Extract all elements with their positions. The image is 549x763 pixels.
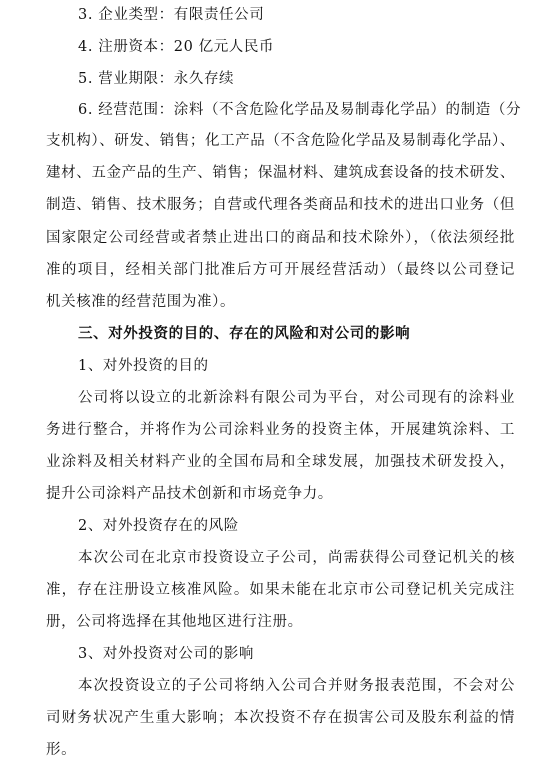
subsection-title-purpose: 1、对外投资的目的 bbox=[78, 358, 209, 374]
paragraph-line: 准，存在注册设立核准风险。如果未能在北京市公司登记机关完成注 bbox=[46, 582, 515, 598]
paragraph-line: 提升公司涂料产品技术创新和市场竞争力。 bbox=[46, 486, 333, 502]
business-scope-line: 准的项目，经相关部门批准后方可开展经营活动）（最终以公司登记 bbox=[46, 262, 515, 278]
business-term-line: 5. 营业期限：永久存续 bbox=[78, 71, 235, 87]
paragraph-line: 本次投资设立的子公司将纳入公司合并财务报表范围，不会对公 bbox=[78, 678, 515, 694]
paragraph-line: 形。 bbox=[46, 742, 77, 758]
business-scope-line: 机关核准的经营范围为准）。 bbox=[46, 294, 236, 310]
business-scope-line: 制造、销售、技术服务；自营或代理各类商品和技术的进出口业务（但 bbox=[46, 197, 515, 213]
registered-capital-line: 4. 注册资本：20 亿元人民币 bbox=[78, 39, 275, 55]
paragraph-line: 本次公司在北京市投资设立子公司，尚需获得公司登记机关的核 bbox=[78, 550, 515, 566]
business-scope-line: 6. 经营范围：涂料（不含危险化学品及易制毒化学品）的制造（分 bbox=[78, 102, 522, 118]
section-heading: 三、对外投资的目的、存在的风险和对公司的影响 bbox=[78, 325, 411, 342]
paragraph-line: 业涂料及相关材料产业的全国布局和全球发展，加强技术研发投入， bbox=[46, 454, 515, 470]
paragraph-line: 册，公司将选择在其他地区进行注册。 bbox=[46, 614, 303, 630]
company-type-line: 3. 企业类型：有限责任公司 bbox=[78, 7, 265, 23]
business-scope-line: 国家限定公司经营或者禁止进出口的商品和技术除外），（依法须经批 bbox=[46, 230, 515, 246]
paragraph-line: 司财务状况产生重大影响；本次投资不存在损害公司及股东利益的情 bbox=[46, 710, 515, 726]
paragraph-line: 务进行整合，并将作为公司涂料业务的投资主体，开展建筑涂料、工 bbox=[46, 422, 515, 438]
paragraph-line: 公司将以设立的北新涂料有限公司为平台，对公司现有的涂料业 bbox=[78, 390, 515, 406]
subsection-title-risk: 2、对外投资存在的风险 bbox=[78, 518, 239, 534]
business-scope-line: 建材、五金产品的生产、销售；保温材料、建筑成套设备的技术研发、 bbox=[46, 165, 515, 181]
subsection-title-impact: 3、对外投资对公司的影响 bbox=[78, 646, 254, 662]
business-scope-line: 支机构）、研发、销售；化工产品（不含危险化学品及易制毒化学品）、 bbox=[46, 133, 515, 149]
